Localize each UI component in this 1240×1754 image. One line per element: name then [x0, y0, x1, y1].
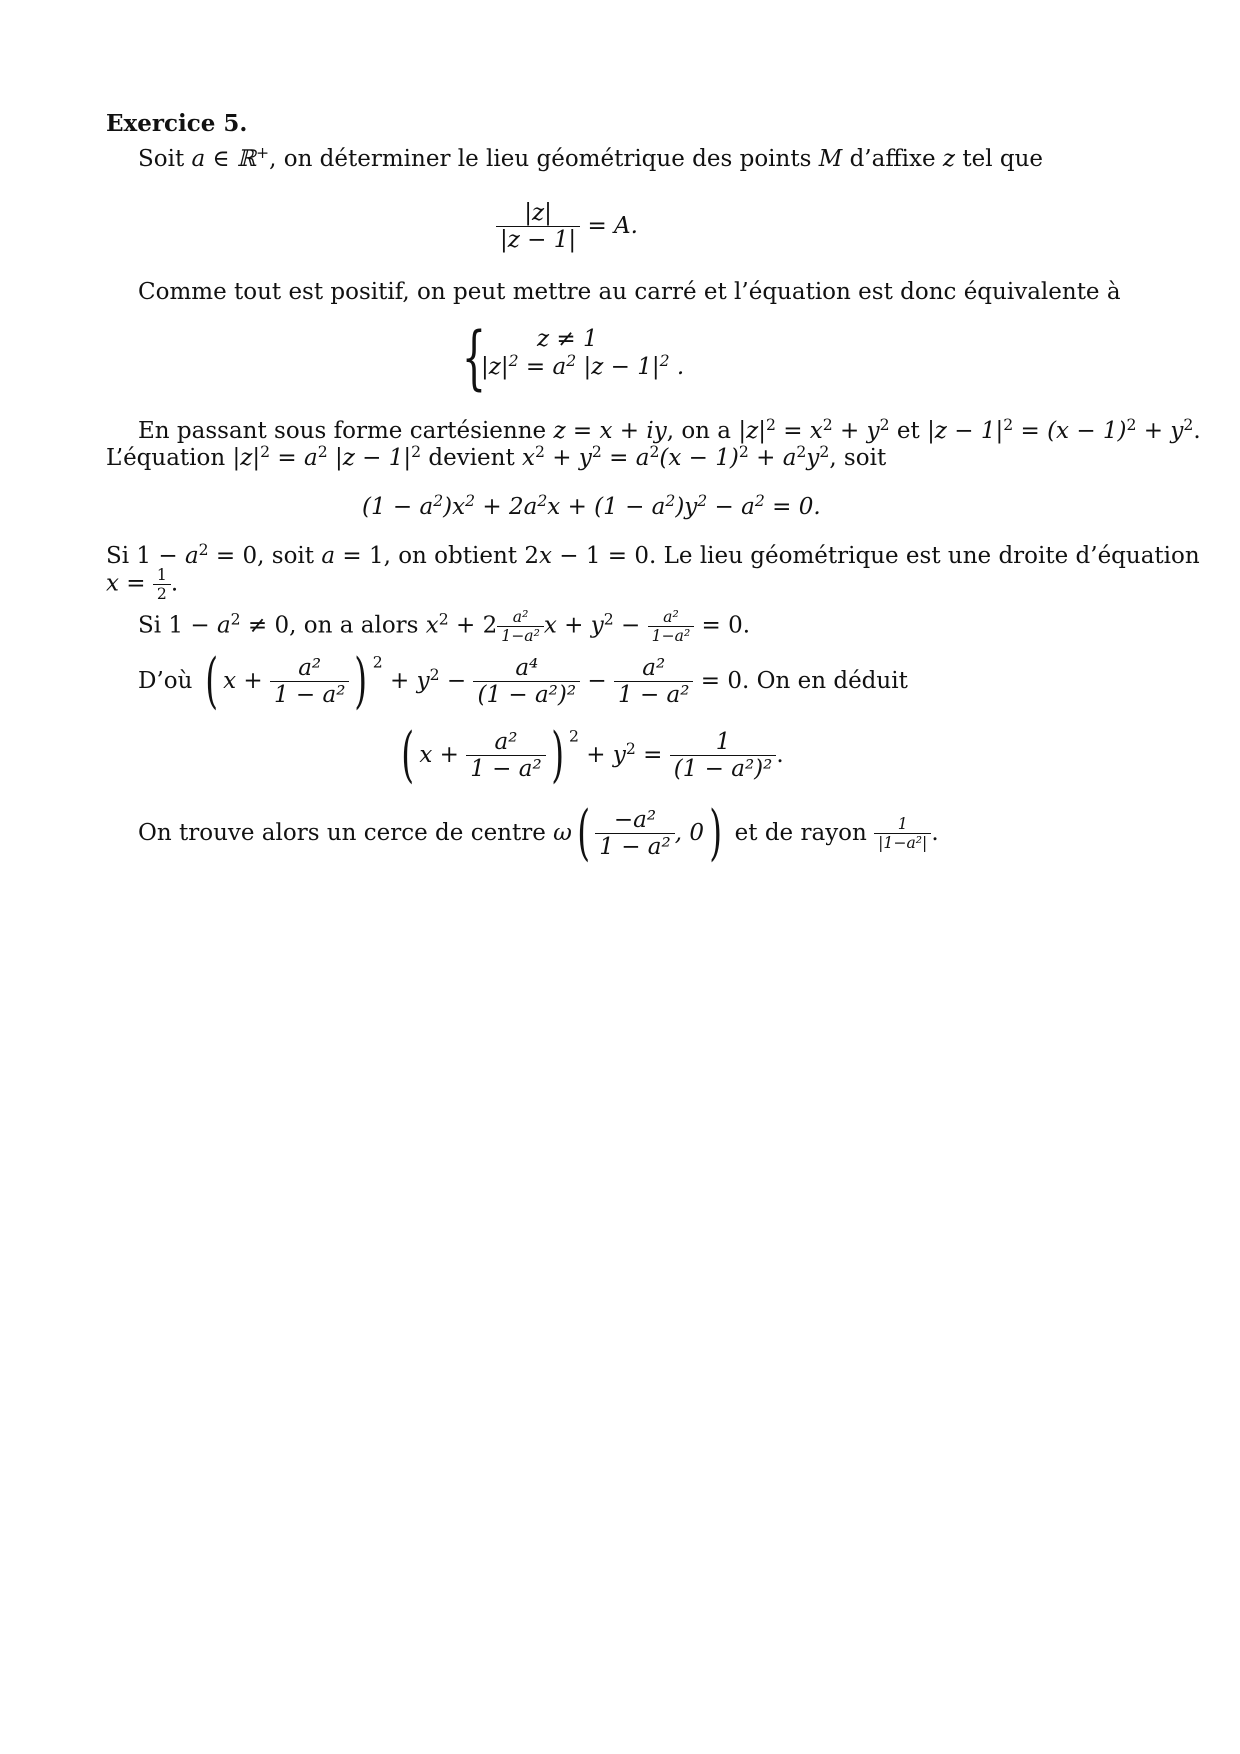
p5-text-a: Si 1 − — [138, 612, 217, 639]
p4l2-math-1: x — [106, 570, 119, 597]
eq1-fraction — [496, 200, 580, 254]
p7-f-den: 1 − a² — [599, 834, 671, 861]
p3-sq-4: 2 — [1003, 415, 1014, 435]
intro-text-c: d’affixe — [842, 146, 943, 172]
p3-math-1: z = x + iy — [553, 418, 667, 444]
eq2-p1: (1 − a — [362, 494, 434, 520]
eq3-math-2: + y — [578, 741, 626, 768]
p3l2-math-4: x — [522, 445, 536, 471]
eq3-math-3: = — [635, 741, 670, 768]
p6-frac-1 — [270, 655, 349, 709]
paragraph-2: Comme tout est positif, on peut mettre au carré et l’équation est donc équivalente à — [138, 279, 1121, 305]
p3-text-b: , on a — [666, 418, 739, 444]
intro-text-d: tel que — [955, 146, 1044, 172]
p6-frac-3 — [614, 655, 693, 709]
eq1-rhs: = A. — [580, 212, 638, 239]
p5-sq-2: 2 — [438, 609, 449, 629]
p5-sq-3: 2 — [603, 609, 614, 629]
p5-text-e: = 0. — [694, 612, 751, 639]
eq3-rparen: ) — [550, 720, 564, 790]
p7-text-c: . — [931, 819, 939, 846]
eq2-sq-5: 2 — [697, 491, 708, 511]
p3-math-4: + y — [832, 418, 880, 444]
p7-lparen: ( — [577, 798, 591, 868]
p7-text-b: et de rayon — [727, 819, 875, 846]
p7-f-num: −a² — [595, 807, 674, 834]
left-brace: { — [461, 318, 487, 398]
p4l2-half-num: 1 — [153, 566, 171, 585]
eq3-f1-num: a² — [466, 729, 545, 756]
p3l2-sq-7: 2 — [738, 442, 749, 462]
paragraph-5 — [138, 608, 750, 645]
p3l2-sq-1: 2 — [260, 442, 271, 462]
p5-f1-num: a² — [497, 608, 544, 627]
p3-text-a: En passant sous forme cartésienne — [138, 418, 554, 444]
p7-frac-radius — [874, 815, 931, 852]
p3l2-text-c: , soit — [829, 445, 887, 471]
p4l2-eq: = — [118, 570, 153, 597]
sys-sq-1: 2 — [508, 351, 519, 371]
p4-text-d: − 1 = 0. Le lieu géométrique est une droite d’équation — [551, 543, 1200, 569]
paragraph-4-line-2 — [106, 566, 178, 603]
p6-f3-den: 1 − a² — [618, 682, 690, 709]
intro-math-z: z — [942, 146, 956, 172]
system-line-2 — [481, 351, 685, 380]
p7-r-num: 1 — [874, 815, 931, 834]
eq2-sq-4: 2 — [665, 491, 676, 511]
p3-math-3: = x — [775, 418, 823, 444]
p6-text-a: D’où — [138, 667, 200, 694]
p5-math-2: x — [425, 612, 439, 639]
p3l2-sq-8: 2 — [796, 442, 807, 462]
p4l2-dot: . — [170, 570, 179, 597]
p5-text-d: − — [613, 612, 648, 639]
eq1-den: |z − 1| — [500, 227, 577, 254]
p5-math-1: a — [216, 612, 231, 639]
p6-math-1: x + — [223, 667, 270, 694]
eq3-end: . — [776, 741, 784, 768]
eq2-p7: = 0. — [764, 494, 821, 520]
p5-sq-1: 2 — [230, 609, 241, 629]
paragraph-7 — [138, 798, 939, 868]
p6-sq-y: 2 — [429, 665, 440, 685]
p3-sq-6: 2 — [1183, 415, 1194, 435]
p6-text-b: = 0. On en déduit — [693, 667, 908, 694]
p6-lparen: ( — [204, 646, 218, 716]
p3-math-5: |z − 1| — [927, 418, 1004, 444]
p4-math-2: a — [321, 543, 336, 569]
sys-sq-2: 2 — [566, 351, 577, 371]
p3l2-sq-5: 2 — [591, 442, 602, 462]
eq1-num: |z| — [496, 200, 580, 227]
p6-math-3: − — [439, 667, 474, 694]
eq2-p4: x + (1 − a — [547, 494, 666, 520]
equation-2 — [362, 491, 821, 520]
p3l2-math-7: (x − 1) — [659, 445, 739, 471]
paragraph-3-line-2 — [106, 442, 887, 471]
p5-frac-2 — [648, 608, 695, 645]
p3-text-d: . — [1193, 418, 1201, 444]
p3l2-math-1: |z| — [232, 445, 261, 471]
p4-text-a: Si 1 − — [106, 543, 185, 569]
p3l2-math-9: y — [806, 445, 820, 471]
p6-f2-den: (1 − a²)² — [477, 682, 577, 709]
exercise-title: Exercice 5. — [106, 110, 248, 137]
eq3-frac-2 — [670, 729, 777, 783]
intro-line — [138, 143, 1044, 172]
p4l2-half-den: 2 — [156, 583, 167, 603]
p6-math-2: + y — [382, 667, 430, 694]
intro-text-b: , on déterminer le lieu géométrique des points — [269, 146, 819, 172]
eq2-p6: − a — [707, 494, 755, 520]
intro-math-M: M — [818, 146, 843, 172]
p7-frac-center — [595, 807, 674, 861]
intro-math-a: a ∈ ℝ — [191, 146, 256, 172]
sys-abs-z: |z| — [481, 354, 509, 380]
eq3-math-1: x + — [419, 741, 467, 768]
p3l2-math-8: + a — [748, 445, 797, 471]
p3-math-6: = (x − 1) — [1013, 418, 1127, 444]
p3l2-text-b: devient — [421, 445, 523, 471]
p6-rparen: ) — [354, 646, 368, 716]
p3l2-sq-3: 2 — [411, 442, 422, 462]
p3l2-math-3: |z − 1| — [327, 445, 412, 471]
eq2-sq-3: 2 — [537, 491, 548, 511]
p5-f1-den: 1−a² — [501, 625, 540, 645]
p3l2-sq-6: 2 — [649, 442, 660, 462]
p5-f2-num: a² — [648, 608, 695, 627]
p3-sq-3: 2 — [879, 415, 890, 435]
eq3-sq-outer: 2 — [569, 726, 579, 746]
p4-text-b: = 0, soit — [208, 543, 322, 569]
eq3-f2-num: 1 — [670, 729, 777, 756]
p3l2-sq-4: 2 — [535, 442, 545, 462]
eq3-lparen: ( — [401, 720, 415, 790]
p5-frac-1 — [497, 608, 544, 645]
p3l2-math-6: = a — [601, 445, 650, 471]
eq2-p5: )y — [675, 494, 698, 520]
p3l2-math-2: = a — [270, 445, 318, 471]
eq2-sq-6: 2 — [754, 491, 765, 511]
paragraph-6 — [138, 646, 908, 716]
p5-math-3: x + y — [543, 612, 604, 639]
eq2-p2: )x — [443, 494, 466, 520]
eq3-f2-den: (1 − a²)² — [673, 756, 773, 783]
p3-sq-2: 2 — [822, 415, 833, 435]
eq2-p3: + 2a — [475, 494, 538, 520]
paragraph-3-line-1 — [138, 415, 1201, 444]
p4-text-c: = 1, on obtient 2 — [335, 543, 539, 569]
equation-1 — [496, 200, 638, 254]
eq3-sq-y: 2 — [625, 739, 636, 759]
p7-rparen: ) — [709, 798, 723, 868]
sys-sq-3: 2 — [659, 351, 670, 371]
sys-dot: . — [669, 354, 685, 380]
p5-f2-den: 1−a² — [651, 625, 691, 645]
p7-r-den: |1−a²| — [878, 833, 928, 853]
eq3-frac-1 — [466, 729, 545, 783]
p4-math-3: x — [538, 543, 552, 569]
intro-text-a: Soit — [138, 146, 192, 172]
equation-3 — [396, 720, 784, 790]
p6-f3-num: a² — [614, 655, 693, 682]
p7-text-a: On trouve alors un cerce de centre — [138, 819, 554, 846]
p6-frac-2 — [473, 655, 580, 709]
p6-f1-den: 1 − a² — [273, 682, 346, 709]
sys-abs-z1: |z − 1| — [576, 354, 660, 380]
eq2-sq-2: 2 — [465, 491, 476, 511]
p7-omega: ω — [553, 819, 572, 846]
paragraph-4-line-1 — [106, 540, 1200, 569]
p6-math-4: − — [580, 667, 615, 694]
p6-sq-outer: 2 — [372, 652, 383, 672]
p3l2-sq-2: 2 — [317, 442, 328, 462]
sys-eq-a: = a — [518, 354, 567, 380]
p3l2-math-5: + y — [544, 445, 592, 471]
intro-sup-plus: + — [256, 143, 270, 163]
system-line-1: z ≠ 1 — [537, 326, 598, 352]
p4-math-1: a — [184, 543, 199, 569]
p3-text-c: et — [889, 418, 928, 444]
p4-sq-1: 2 — [198, 540, 209, 560]
p6-f1-num: a² — [270, 655, 349, 682]
p4l2-half — [153, 566, 171, 603]
p3-sq-1: 2 — [765, 415, 776, 435]
p6-f2-num: a⁴ — [473, 655, 580, 682]
p3-sq-5: 2 — [1126, 415, 1137, 435]
p3l2-sq-9: 2 — [819, 442, 830, 462]
p3-math-7: + y — [1136, 418, 1184, 444]
p5-text-b: ≠ 0, on a alors — [240, 612, 426, 639]
eq3-f1-den: 1 − a² — [470, 756, 542, 783]
eq2-sq-1: 2 — [433, 491, 444, 511]
p3-math-2: |z| — [738, 418, 766, 444]
p5-text-c: + 2 — [448, 612, 498, 639]
p3l2-text-a: L’équation — [106, 445, 233, 471]
p7-comma: , 0 — [674, 819, 705, 846]
